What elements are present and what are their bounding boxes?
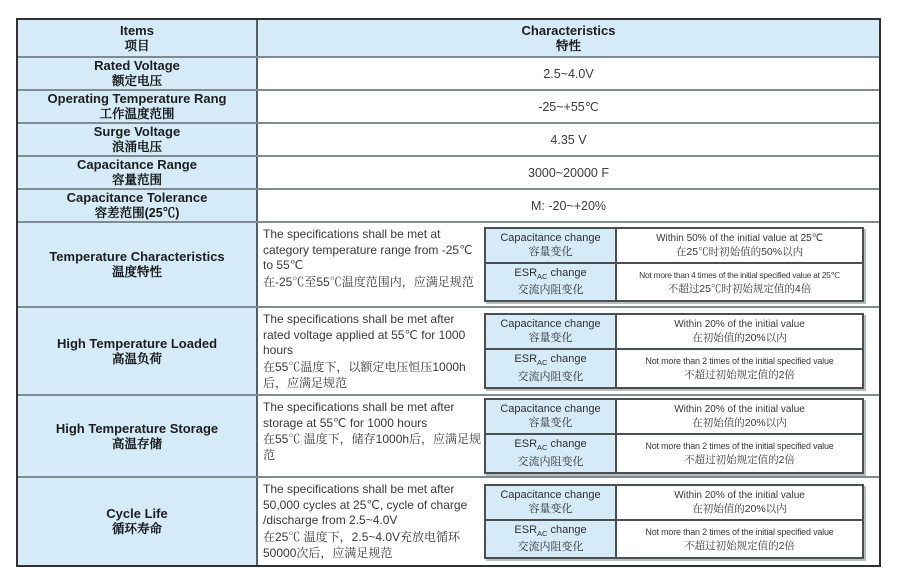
sub-value-zh: 不超过初始规定值的2倍 <box>684 454 795 466</box>
sub-label <box>486 229 617 262</box>
sub-value-en: Within 20% of the initial value <box>674 319 805 331</box>
sub-row-esr-change <box>486 519 862 557</box>
item-label-en: Temperature Characteristics <box>49 249 225 264</box>
description-zh: 在55℃ 温度下，储存1000h后，应满足规范 <box>263 432 482 462</box>
sub-value-zh: 在初始值的20%以内 <box>692 502 787 515</box>
sub-value-zh: 在25℃时初始值的50%以内 <box>675 245 804 258</box>
sub-value-en: Not more than 4 times of the initial specified value at 25℃ <box>639 269 840 280</box>
value-cell <box>258 58 879 89</box>
sub-label <box>486 315 617 348</box>
row-capacitance-tolerance <box>18 190 879 223</box>
sub-value-zh: 不超过初始规定值的2倍 <box>684 539 795 552</box>
item-label-zh: 高温存储 <box>111 436 162 451</box>
value-cell <box>258 478 879 565</box>
sub-label <box>486 350 617 386</box>
characteristic-value: -25~+55℃ <box>538 100 599 114</box>
item-label-zh: 高温负荷 <box>111 351 162 366</box>
sub-label-zh: 容量变化 <box>528 502 573 515</box>
row-cycle-life <box>18 478 879 565</box>
sub-row-capacitance-change <box>486 229 862 262</box>
description-zh: 在55℃温度下，以额定电压恒压1000h后，应满足规范 <box>263 359 466 390</box>
subtable-capacitance-esr <box>484 484 864 559</box>
value-cell <box>258 190 879 221</box>
item-label-en: Capacitance Range <box>77 157 197 172</box>
sub-label-zh: 容量变化 <box>528 245 573 258</box>
item-label-zh: 额定电压 <box>111 74 162 88</box>
item-label-zh: 工作温度范围 <box>99 107 175 121</box>
sub-value <box>617 435 862 471</box>
items-header-zh: 项目 <box>124 38 150 53</box>
item-label-zh: 容差范围(25℃) <box>94 206 180 220</box>
sub-value-en: Within 50% of the initial value at 25℃ <box>656 232 823 244</box>
sub-row-capacitance-change <box>486 315 862 348</box>
sub-row-esr-change <box>486 433 862 471</box>
sub-value-zh: 不超过初始规定值的2倍 <box>684 369 795 381</box>
sub-label <box>486 486 617 519</box>
sub-label-en: Capacitance change <box>500 488 601 501</box>
description <box>258 478 484 561</box>
sub-value <box>617 400 862 433</box>
value-cell <box>258 396 879 476</box>
sub-label-en: Capacitance change <box>500 403 601 416</box>
sub-value-en: Not more than 2 times of the initial specified value <box>645 441 834 451</box>
sub-row-esr-change <box>486 262 862 300</box>
item-label-en: Operating Temperature Rang <box>47 91 227 106</box>
item-label-en: High Temperature Storage <box>55 420 219 436</box>
sub-value-zh: 在初始值的20%以内 <box>692 332 787 345</box>
description-zh: 在-25℃至55℃温度范围内，应满足规范 <box>263 274 474 289</box>
sub-label-zh: 容量变化 <box>528 332 573 345</box>
item-label-zh: 容量范围 <box>111 173 162 187</box>
item-label-en: Rated Voltage <box>94 58 180 73</box>
item-cell <box>18 190 258 221</box>
value-cell <box>258 124 879 155</box>
sub-value <box>617 264 862 300</box>
sub-label-en: Capacitance change <box>500 231 601 244</box>
description <box>258 396 484 463</box>
characteristic-value: 3000~20000 F <box>528 165 609 180</box>
item-label-zh: 循环寿命 <box>111 522 162 536</box>
value-cell <box>258 157 879 188</box>
row-operating-temperature-range <box>18 91 879 124</box>
sub-label-zh: 交流内阻变化 <box>517 370 584 383</box>
sub-value <box>617 229 862 262</box>
sub-value-zh: 不超过25℃时初始规定值的4倍 <box>667 282 812 295</box>
sub-value <box>617 486 862 519</box>
sub-label-zh: 交流内阻变化 <box>517 455 584 468</box>
value-cell <box>258 308 879 394</box>
row-temperature-characteristics <box>18 223 879 308</box>
item-cell <box>18 157 258 188</box>
item-label-zh: 浪涌电压 <box>111 140 162 154</box>
item-label-en: Capacitance Tolerance <box>66 190 208 205</box>
row-surge-voltage <box>18 124 879 157</box>
row-high-temperature-loaded <box>18 308 879 396</box>
sub-label-zh: 容量变化 <box>528 417 573 430</box>
item-label-zh: 温度特性 <box>111 265 162 279</box>
item-cell <box>18 58 258 89</box>
sub-value <box>617 521 862 557</box>
sub-value-en: Not more than 2 times of the initial specified value <box>645 526 834 537</box>
sub-label-zh: 交流内阻变化 <box>517 284 584 297</box>
characteristics-header-zh: 特性 <box>555 38 581 53</box>
characteristic-value: M: -20~+20% <box>530 198 607 213</box>
spec-table <box>16 18 881 567</box>
characteristics-header-en: Characteristics <box>521 22 616 38</box>
sub-value <box>617 350 862 386</box>
item-cell <box>18 124 258 155</box>
subtable-capacitance-esr <box>484 398 864 473</box>
item-label-en: Surge Voltage <box>93 124 181 139</box>
item-cell <box>18 223 258 306</box>
sub-label <box>486 264 617 300</box>
sub-label-en: $ESR_{AC}$ change <box>514 523 587 539</box>
item-cell <box>18 396 258 476</box>
description-en: The specifications shall be met after rated voltage applied at 55℃ for 1000 hours <box>263 312 466 357</box>
item-label-en: High Temperature Loaded <box>56 335 218 351</box>
sub-value-en: Within 20% of the initial value <box>674 404 805 416</box>
characteristic-value: 2.5~4.0V <box>543 66 594 81</box>
item-cell <box>18 478 258 565</box>
sub-label <box>486 521 617 557</box>
items-header-en: Items <box>120 22 154 38</box>
sub-label-zh: 交流内阻变化 <box>517 541 584 554</box>
sub-label <box>486 435 617 471</box>
description-zh: 在25℃ 温度下，2.5~4.0V充放电循环 50000次后，应满足规范 <box>263 529 461 560</box>
sub-row-capacitance-change <box>486 486 862 519</box>
characteristics-header-cell <box>258 20 879 56</box>
subtable-capacitance-esr <box>484 313 864 388</box>
sub-value-zh: 在初始值的20%以内 <box>692 417 787 430</box>
sub-label <box>486 400 617 433</box>
header-row <box>18 20 879 58</box>
description-en: The specifications shall be met after 50,000 cycles at 25℃, cycle of charge /discharge from 2.5~4.0V <box>263 482 468 527</box>
sub-value <box>617 315 862 348</box>
sub-label-en: $ESR_{AC}$ change <box>514 438 587 453</box>
row-rated-voltage <box>18 58 879 91</box>
row-capacitance-range <box>18 157 879 190</box>
value-cell <box>258 223 879 306</box>
characteristic-value: 4.35 V <box>550 132 587 147</box>
items-header-cell <box>18 20 258 56</box>
sub-label-en: Capacitance change <box>500 318 601 331</box>
sub-label-en: $ESR_{AC}$ change <box>514 266 587 282</box>
item-label-en: Cycle Life <box>106 506 168 521</box>
sub-label-en: $ESR_{AC}$ change <box>514 353 587 368</box>
description <box>258 223 484 290</box>
value-cell <box>258 91 879 122</box>
item-cell <box>18 308 258 394</box>
subtable-capacitance-esr <box>484 227 864 302</box>
description-en: The specifications shall be met at category temperature range from -25℃ to 55℃ <box>263 227 473 272</box>
item-cell <box>18 91 258 122</box>
description <box>258 308 484 391</box>
sub-row-esr-change <box>486 348 862 386</box>
sub-value-en: Within 20% of the initial value <box>674 489 805 501</box>
description-en: The specifications shall be met after storage at 55℃ for 1000 hours <box>263 400 455 430</box>
sub-value-en: Not more than 2 times of the initial specified value <box>645 356 834 366</box>
sub-row-capacitance-change <box>486 400 862 433</box>
row-high-temperature-storage <box>18 396 879 478</box>
